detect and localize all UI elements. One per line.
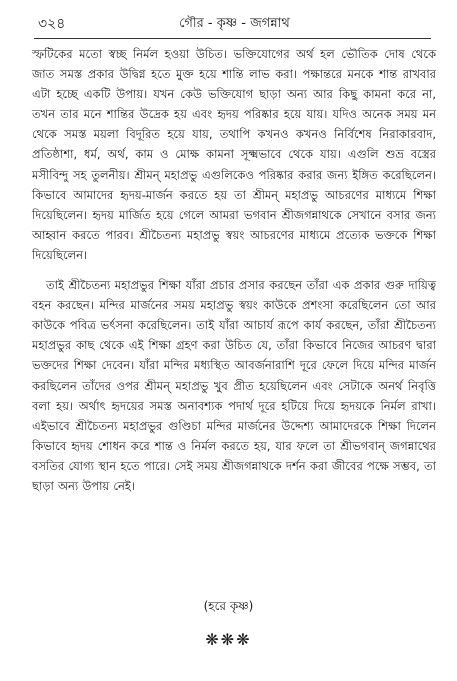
page-header bbox=[38, 14, 431, 34]
closing-line: (হরে কৃষ্ণ) bbox=[203, 599, 254, 613]
section-ornament: ❋❋❋ bbox=[205, 630, 252, 649]
running-head: গৌর - কৃষ্ণ - জগন্নাথ bbox=[179, 16, 290, 31]
paragraph: তাই শ্রীচৈতন্য মহাপ্রভুর শিক্ষা যাঁরা প্রচার প্রসার করছেন তাঁরা এক প্রকার গুরু দায়িত্ব বহন করছেন। মন্দির মার্জনের সময় মহাপ্রভু স্বয়ং কাউকে প্রশংসা করেছিলেন তো আর কাউকে পবিত্র ভর্ৎসনা করেছিলেন। তাই যাঁরা আচার্য রূপে কার্য করছেন, তাঁরা শ্রীচৈতন্য মহাপ্রভুর কাছ থেকে এই শিক্ষা গ্রহণ করা উচিত যে, তাঁরা কিভাবে নিজের আচরণ দ্বারা ভক্তদের শিক্ষা দেবেন। যাঁরা মন্দির মধ্যস্থিত আবর্জনারাশি দূরে ফেলে দিয়ে মন্দির মার্জন করছিলেন তাঁদের ওপর শ্রীমন্ মহাপ্রভু খুব প্রীত হয়েছিলেন এবং সেটাকে অনর্থ নিবৃত্তি বলা হয়। অর্থাৎ হৃদয়ের সমস্ত অনাবশ্যক পদার্থ দূরে হটিয়ে দিয়ে হৃদয়কে নির্মল রাখা। এইভাবে শ্রীচৈতন্য মহাপ্রভুর গুণ্ডিচা মন্দির মার্জনের উদ্দেশ্য আমাদেরকে শিক্ষা দিলেন কিভাবে হৃদয় শোধন করে শান্ত ও নির্মল করতে হয়, যার ফলে তা শ্রীভগবান্ জগন্নাথের বসতির যোগ্য স্থান হতে পারে। সেই সময় শ্রীজগন্নাথকে দর্শন করা জীবের পক্ষে সম্ভব, তা ছাড়া অন্য উপায় নেই। bbox=[32, 278, 436, 493]
header-divider bbox=[34, 38, 431, 39]
page-number: ৩২৪ bbox=[38, 16, 66, 32]
body-text bbox=[32, 44, 436, 496]
paragraph: স্ফটিকের মতো স্বচ্ছ নির্মল হওয়া উচিত। ভক্তিযোগের অর্থ হল ভৌতিক দোষ থেকে জাত সমস্ত প্রকার উদ্বিগ্ন হতে মুক্ত হয়ে শান্তি লাভ করা। পক্ষান্তরে মনকে শান্ত রাখবার এটা হচ্ছে একটি উপায়। যখন কেউ ভক্তিযোগ ছাড়া অন্য আর কিছু কামনা করে না, তখন তার মনে শান্তির উদ্রেক হয় এবং হৃদয় পরিষ্কার হয়ে যায়। যদিও অনেক সময় মন থেকে সমস্ত ময়লা বিদূরিত হয়ে যায়, তথাপি কখনও কখনও নির্বিশেষ নিরাকারবাদ, প্রতিষ্ঠাশা, ধর্ম, অর্থ, কাম ও মোক্ষ কামনা সূক্ষ্মভাবে থেকে যায়। এগুলি শুভ্র বস্ত্রের মসীবিন্দু সহ তুলনীয়। শ্রীমন্ মহাপ্রভু এগুলিকেও পরিষ্কার করার জন্য ইঙ্গিত করেছিলেন। কিভাবে আমাদের হৃদয়-মার্জন করতে হয় তা শ্রীমন্ মহাপ্রভু আচরণের মাধ্যমে শিক্ষা দিয়েছিলেন। হৃদয় মার্জিত হয়ে গেলে আমরা ভগবান শ্রীজগন্নাথকে সেখানে বসার জন্য আহ্বান করতে পারব। শ্রীচৈতন্য মহাপ্রভু স্বয়ং আচরণের মাধ্যমে প্রত্যেক ভক্তকে শিক্ষা দিয়েছিলেন। bbox=[32, 47, 436, 262]
